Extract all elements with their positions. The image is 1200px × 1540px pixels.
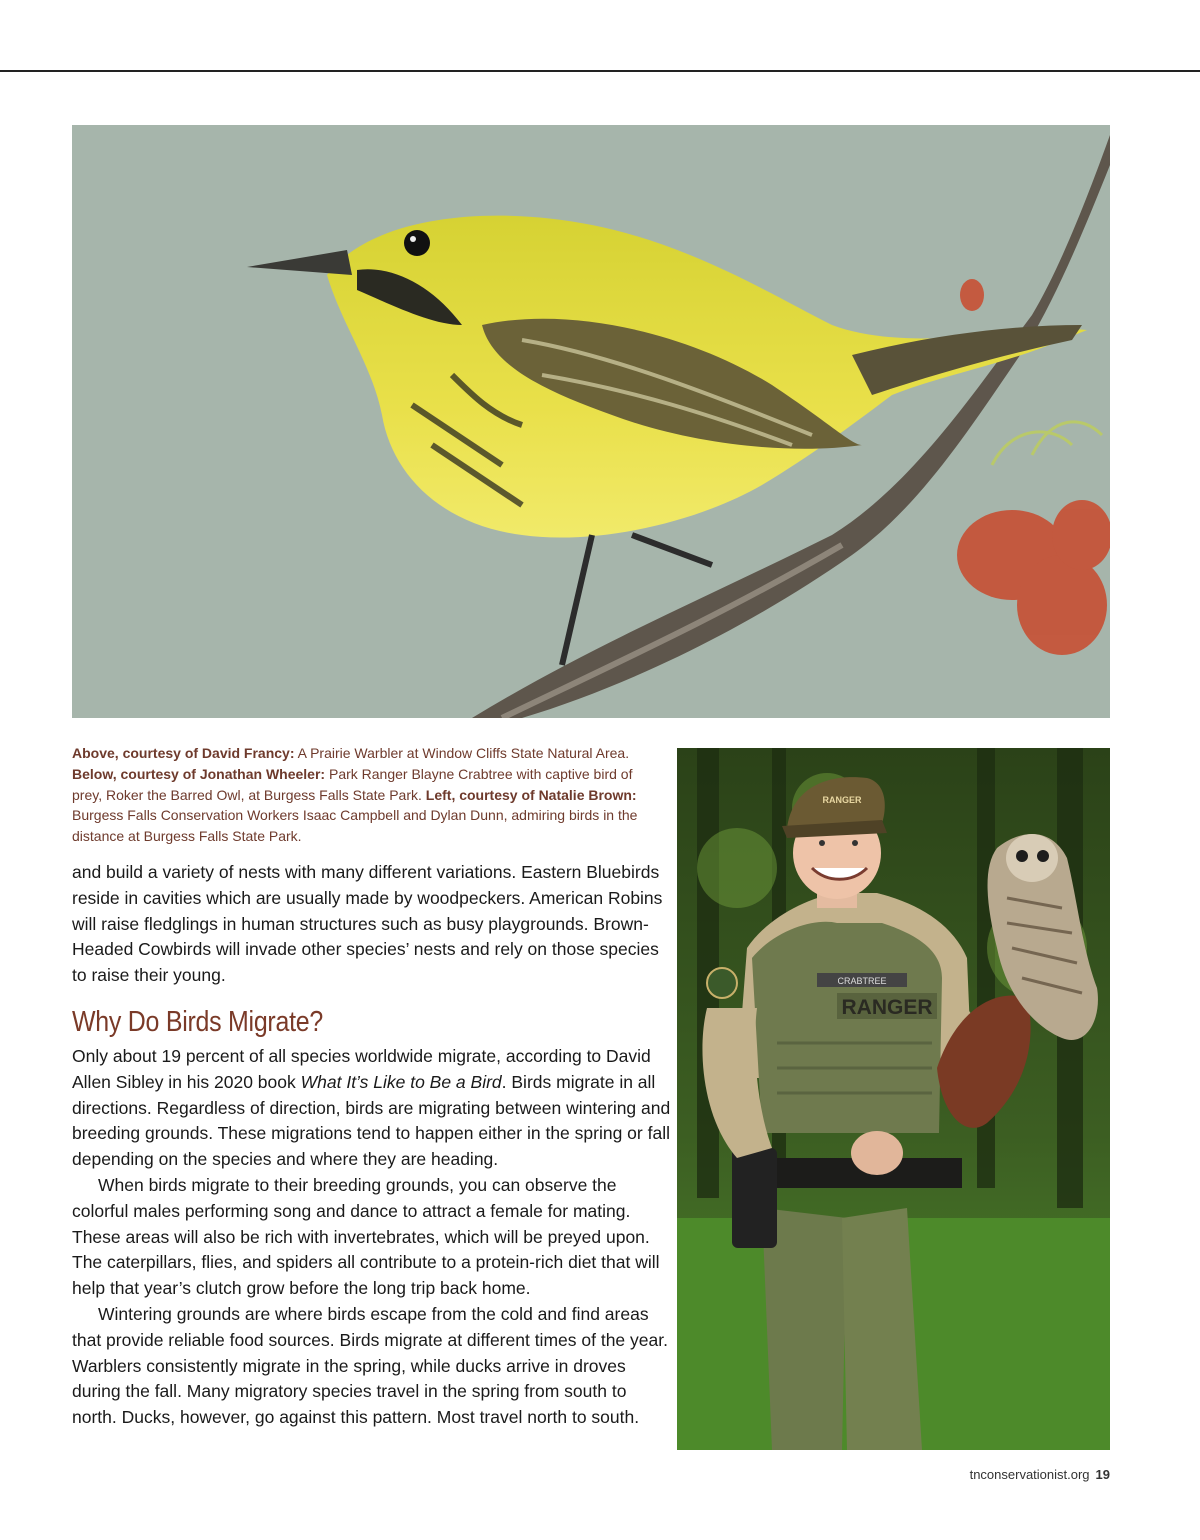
caption-left-text: Burgess Falls Conservation Workers Isaac Campbell and Dylan Dunn, admiring birds in the distance at Burgess Falls State Park.: [72, 807, 638, 845]
section-body: [72, 1044, 672, 1431]
photo-caption: [72, 743, 662, 847]
section-paragraph-2: When birds migrate to their breeding grounds, you can observe the colorful males performing song and dance to attract a female for mating. These areas will also be rich with invertebrates, which will be preyed upon. The caterpillars, flies, and spiders all contribute to a protein-rich diet that will help that year’s clutch grow before the long trip back home.: [72, 1174, 660, 1299]
caption-left-credit: Left, courtesy of Natalie Brown:: [425, 786, 637, 803]
top-rule: [0, 70, 1200, 72]
section-paragraph-1: [72, 1044, 672, 1173]
caption-above-text: A Prairie Warbler at Window Cliffs State Natural Area.: [294, 745, 630, 761]
name-tag-text: CRABTREE: [837, 976, 887, 986]
intro-paragraph: [72, 860, 672, 989]
intro-text: and build a variety of nests with many different variations. Eastern Bluebirds reside in cavities which are usually made by woodpeckers. American Robins will raise fledglings in human structures such as busy playgrounds. Brown-Headed Cowbirds will invade other species’ nests and rely on those species to raise their young.: [72, 862, 663, 986]
footer-site: tnconservationist.org: [969, 1467, 1090, 1482]
book-title: What It’s Like to Be a Bird: [300, 1071, 502, 1092]
p1-before: Only about 19 percent of all species worldwide migrate, according to David Allen Sibley in his 2020 book: [72, 1046, 651, 1092]
ranger-owl-photo: [677, 748, 1110, 1450]
caption-below-credit: Below, courtesy of Jonathan Wheeler:: [72, 765, 326, 782]
caption-above-credit: Above, courtesy of David Francy:: [72, 745, 295, 761]
caption-below-text: Park Ranger Blayne Crabtree with captive bird of prey, Roker the Barred Owl, at Burgess Falls State Park.: [72, 765, 633, 803]
cap-ranger-text: RANGER: [822, 795, 862, 805]
page-footer: [970, 1467, 1110, 1482]
page-number: 19: [1095, 1467, 1110, 1482]
prairie-warbler-photo: [72, 125, 1110, 718]
section-heading: Why Do Birds Migrate?: [72, 1006, 323, 1038]
vest-ranger-text: RANGER: [841, 996, 933, 1019]
p1-after: . Birds migrate in all directions. Regardless of direction, birds are migrating between wintering and breeding grounds. These migrations tend to happen either in the spring or fall depending on the species and where they are heading.: [72, 1071, 671, 1170]
section-paragraph-3: Wintering grounds are where birds escape from the cold and find areas that provide reliable food sources. Birds migrate at different times of the year. Warblers consistently migrate in the spring, while ducks arrive in droves during the fall. Many migratory species travel in the spring from south to north. Ducks, however, go against this pattern. Most travel north to south.: [72, 1303, 668, 1428]
